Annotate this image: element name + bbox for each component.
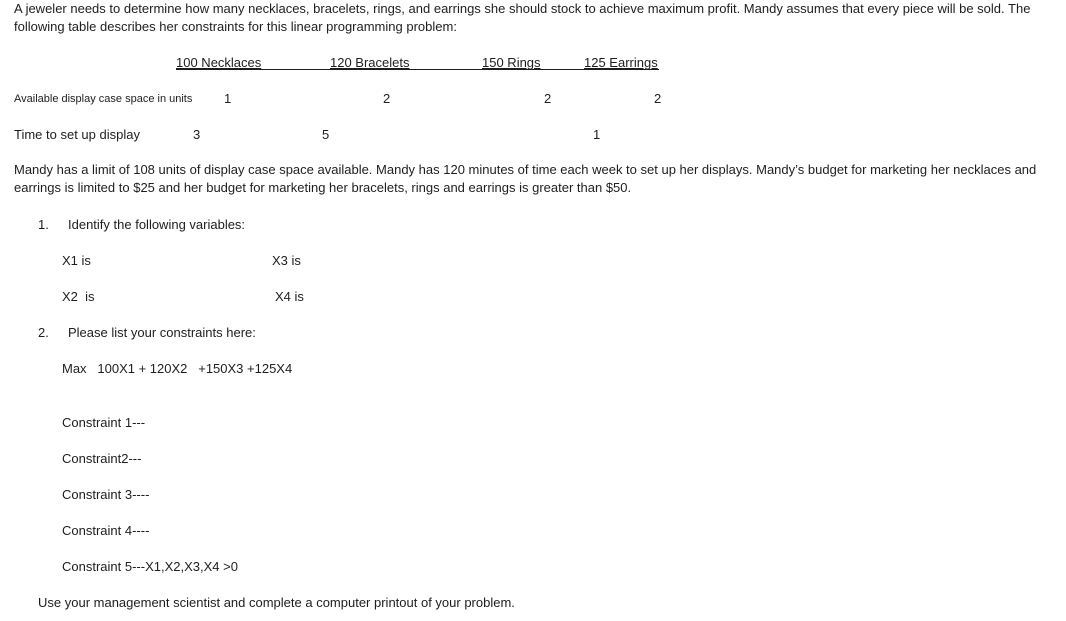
constraint-2: Constraint2--- bbox=[62, 451, 142, 466]
q2-text: Please list your constraints here: bbox=[68, 325, 256, 340]
q1-text: Identify the following variables: bbox=[68, 217, 246, 232]
constraint-3: Constraint 3---- bbox=[62, 487, 150, 502]
row-label-display-space: Available display case space in units bbox=[14, 93, 193, 105]
cell-time-value-1: 3 bbox=[193, 127, 201, 142]
header-underline bbox=[176, 69, 659, 70]
constraints-paragraph: Mandy has a limit of 108 units of display case space available. Mandy has 120 minutes of time each week to set up her displays. Mandy’s budget for marketing her necklaces and earrings is limited to $25 and her budget for marketing her bracelets, rings and earrings is greater than $50. bbox=[14, 162, 1037, 195]
cell-space-earrings: 2 bbox=[654, 91, 662, 106]
var-x3: X3 is bbox=[272, 253, 301, 268]
cell-space-bracelets: 2 bbox=[383, 91, 391, 106]
row-label-setup-time: Time to set up display bbox=[14, 127, 140, 142]
var-x4: X4 is bbox=[275, 289, 304, 304]
header-earrings: 125 Earrings bbox=[584, 55, 658, 70]
q1-number: 1. bbox=[38, 217, 49, 232]
constraint-5: Constraint 5---X1,X2,X3,X4 >0 bbox=[62, 559, 238, 574]
var-x2: X2 is bbox=[62, 289, 95, 304]
header-bracelets: 120 Bracelets bbox=[330, 55, 410, 70]
cell-time-value-2: 5 bbox=[322, 127, 330, 142]
var-x1: X1 is bbox=[62, 253, 91, 268]
intro-paragraph: A jeweler needs to determine how many necklaces, bracelets, rings, and earrings she should stock to achieve maximum profit. Mandy assumes that every piece will be sold. The following table describes her constraints for this linear programming problem: bbox=[14, 1, 1031, 34]
cell-time-value-3: 1 bbox=[593, 127, 601, 142]
cell-space-necklaces: 1 bbox=[224, 91, 232, 106]
header-necklaces: 100 Necklaces bbox=[176, 55, 262, 70]
objective-function: Max 100X1 + 120X2 +150X3 +125X4 bbox=[62, 361, 293, 376]
header-rings: 150 Rings bbox=[482, 55, 541, 70]
cell-space-rings: 2 bbox=[544, 91, 552, 106]
closing-instruction: Use your management scientist and complete a computer printout of your problem. bbox=[38, 595, 515, 610]
constraint-1: Constraint 1--- bbox=[62, 415, 146, 430]
q2-number: 2. bbox=[38, 325, 49, 340]
constraint-4: Constraint 4---- bbox=[62, 523, 150, 538]
